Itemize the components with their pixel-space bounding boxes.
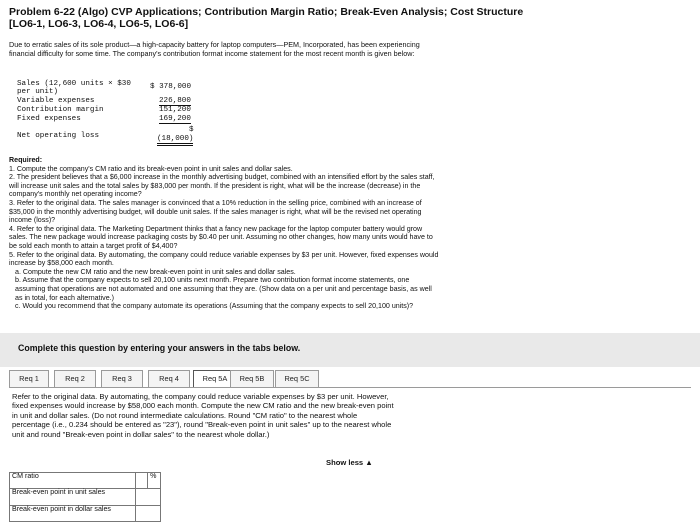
- required-item-5: 5. Refer to the original data. By automating, the company could reduce variable expenses by $3 per unit. However, fixed expenses would increase by $58,000 each month.: [9, 250, 439, 268]
- tab-req-3[interactable]: Req 3: [101, 370, 143, 387]
- cm-ratio-label: CM ratio: [10, 473, 136, 489]
- variable-expenses-value: 226,800: [159, 97, 191, 105]
- fixed-expenses-value: 169,200: [159, 115, 191, 123]
- tab-req-4[interactable]: Req 4: [148, 370, 190, 387]
- required-item-5a: a. Compute the new CM ratio and the new break-even point in unit sales and dollar sales.: [15, 267, 296, 276]
- required-item-1: 1. Compute the company's CM ratio and its break-even point in unit sales and dollar sales.: [9, 164, 293, 173]
- required-item-2: 2. The president believes that a $6,000 increase in the monthly advertising budget, combined with an intensified effort by the sales staff, will increase unit sales and the total sales by $83,000 per month. If the president is right, what will be the increase (decrease) in the company's monthly net operating income?: [9, 173, 435, 199]
- income-statement: [17, 80, 197, 150]
- net-operating-loss-value: (18,000): [157, 135, 193, 146]
- break-even-units-label: Break-even point in unit sales: [10, 489, 136, 505]
- cm-ratio-input[interactable]: [135, 473, 147, 489]
- complete-banner-text: Complete this question by entering your answers in the tabs below.: [18, 343, 301, 353]
- variable-expenses-label: Variable expenses: [17, 97, 95, 105]
- tab-req-5c[interactable]: Req 5C: [275, 370, 319, 387]
- answer-table: [9, 472, 161, 522]
- tab-req-1[interactable]: Req 1: [9, 370, 49, 387]
- contribution-margin-value: 151,200: [159, 106, 191, 114]
- break-even-dollars-label: Break-even point in dollar sales: [10, 505, 136, 521]
- break-even-units-input[interactable]: [135, 489, 160, 505]
- sales-label-2: per unit): [17, 88, 59, 96]
- problem-title: [9, 6, 689, 30]
- show-less-link[interactable]: Show less ▲: [326, 458, 373, 467]
- required-item-3: 3. Refer to the original data. The sales manager is convinced that a 10% reduction in the selling price, combined with an increase of $35,000 in the monthly advertising budget, will double unit sales. If the sales manager is right, what will be the revised net operating income (loss)?: [9, 198, 422, 225]
- sales-value: $ 378,000: [150, 83, 192, 91]
- required-item-5b: b. Assume that the company expects to sell 20,100 units next month. Prepare two contribution format income statements, one assuming that operations are not automated and one assuming that they are. (Show data on a per unit and percentage basis, as well as in total, for each alternative.): [15, 276, 432, 302]
- required-section: [9, 156, 439, 311]
- fixed-expenses-label: Fixed expenses: [17, 115, 81, 123]
- break-even-dollars-input[interactable]: [135, 505, 160, 521]
- table-row: [10, 505, 161, 521]
- problem-title-line1: Problem 6-22 (Algo) CVP Applications; Contribution Margin Ratio; Break-Even Analysis; Cost Structure: [9, 6, 524, 18]
- problem-intro: Due to erratic sales of its sole product—a high-capacity battery for laptop computers—PEM, Incorporated, has been experiencing financial difficulty for some time. The company's contribution format income statement for the most recent month is given below:: [9, 40, 420, 58]
- required-heading: Required:: [9, 156, 43, 164]
- tab-req-2[interactable]: Req 2: [54, 370, 96, 387]
- tab-req-5b[interactable]: Req 5B: [230, 370, 274, 387]
- tab-req-5a[interactable]: Req 5A: [193, 370, 237, 387]
- percent-unit: %: [148, 473, 161, 489]
- complete-banner: [0, 333, 700, 367]
- table-row: [10, 489, 161, 505]
- required-item-5c: c. Would you recommend that the company automate its operations (Assuming that the company expects to sell 20,100 units)?: [15, 302, 414, 311]
- net-operating-loss-label: Net operating loss: [17, 132, 100, 140]
- contribution-margin-label: Contribution margin: [17, 106, 104, 114]
- required-item-4: 4. Refer to the original data. The Marketing Department thinks that a fancy new package for the laptop computer battery would grow sales. The new package would increase packaging costs by $0.40 per unit. Assuming no other changes, how many units would have to be sold each month to attain a target profit of $4,400?: [9, 224, 433, 250]
- dollar-sign: $: [189, 126, 194, 134]
- sales-label-1: Sales (12,600 units × $30: [17, 80, 131, 88]
- instructions: Refer to the original data. By automating, the company could reduce variable expenses by $3 per unit. However, fixed expenses would increase by $58,000 each month. Compute the new CM ratio and the new break-even point in unit and dollar sales. (Do not round intermediate calculations. Round "CM ratio" to the nearest whole percentage (i.e., 0.234 should be entered as "23"), round "Break-even point in unit sales" up to the nearest whole unit and round "Break-even point in dollar sales" to the nearest whole dollar.): [12, 392, 394, 439]
- table-row: [10, 473, 161, 489]
- problem-title-line2: [LO6-1, LO6-3, LO6-4, LO6-5, LO6-6]: [9, 18, 189, 30]
